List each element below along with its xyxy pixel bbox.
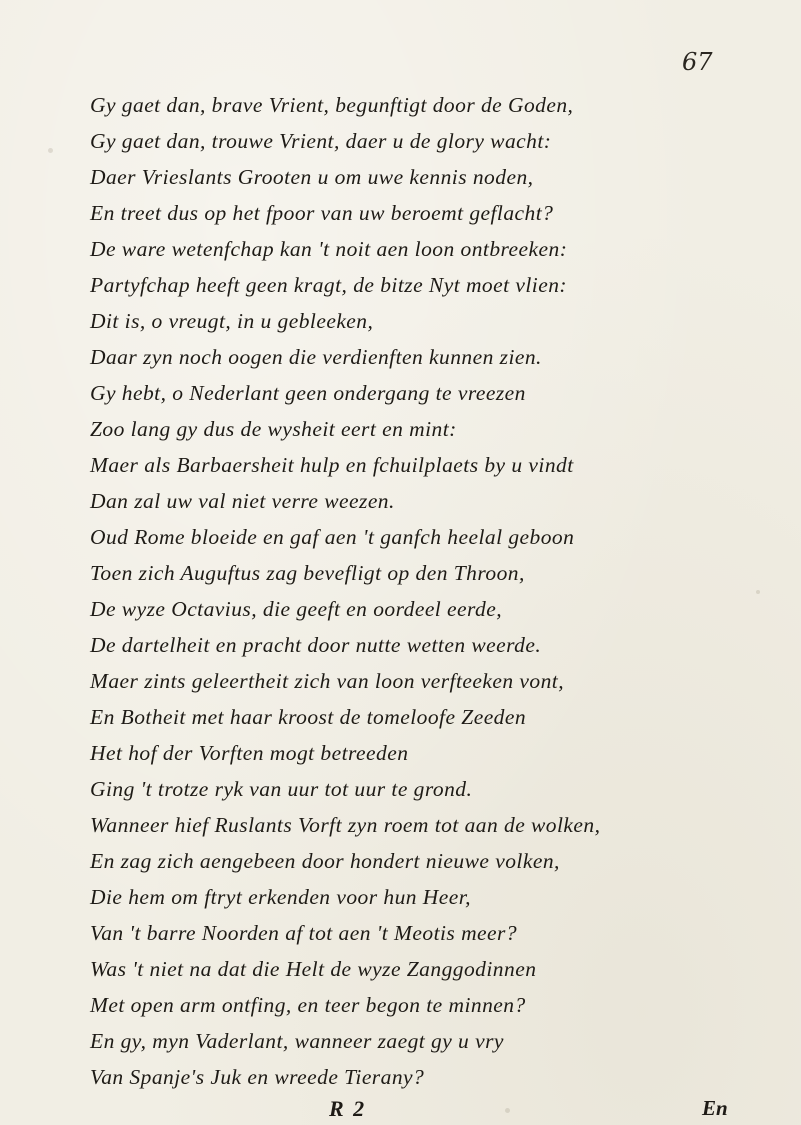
verse-line: Gy gaet dan, brave Vrient, begunftigt door de Goden, xyxy=(90,93,574,117)
ink-speck xyxy=(48,148,53,153)
verse-line: Van Spanje's Juk en wreede Tierany? xyxy=(90,1065,425,1089)
page-number: 67 xyxy=(682,48,713,76)
verse-line: Wanneer hief Ruslants Vorft zyn roem tot aan de wolken, xyxy=(90,813,601,837)
verse-line: Dan zal uw val niet verre weezen. xyxy=(90,489,395,513)
verse-line: Oud Rome bloeide en gaf aen 't ganfch heelal geboon xyxy=(90,525,575,549)
verse-line: Van 't barre Noorden af tot aen 't Meotis meer? xyxy=(90,921,518,945)
verse-line: Gy gaet dan, trouwe Vrient, daer u de glory wacht: xyxy=(90,129,552,153)
catchword: En xyxy=(702,1096,728,1120)
verse-line: De dartelheit en pracht door nutte wetten weerde. xyxy=(90,633,542,657)
verse-line: En Botheit met haar kroost de tomeloofe Zeeden xyxy=(90,705,527,729)
verse-line: Ging 't trotze ryk van uur tot uur te grond. xyxy=(90,777,473,801)
signature-mark: R 2 xyxy=(329,1096,367,1121)
verse-line: Dit is, o vreugt, in u gebleeken, xyxy=(90,309,374,333)
verse-line: Maer zints geleertheit zich van loon verfteeken vont, xyxy=(90,669,565,693)
ink-speck xyxy=(505,1108,510,1113)
verse-line: Die hem om ftryt erkenden voor hun Heer, xyxy=(90,885,472,909)
verse-line: Partyfchap heeft geen kragt, de bitze Nyt moet vlien: xyxy=(90,273,567,297)
verse-line: Daer Vrieslants Grooten u om uwe kennis noden, xyxy=(90,165,534,189)
verse-line: De ware wetenfchap kan 't noit aen loon ontbreeken: xyxy=(90,237,568,261)
verse-line: De wyze Octavius, die geeft en oordeel eerde, xyxy=(90,597,503,621)
verse-line: Gy hebt, o Nederlant geen ondergang te vreezen xyxy=(90,381,526,405)
verse-line: En gy, myn Vaderlant, wanneer zaegt gy u vry xyxy=(90,1029,504,1053)
verse-line: Zoo lang gy dus de wysheit eert en mint: xyxy=(90,417,457,441)
verse-line: En zag zich aengebeen door hondert nieuwe volken, xyxy=(90,849,560,873)
verse-line: Daar zyn noch oogen die verdienften kunnen zien. xyxy=(90,345,542,369)
verse-line: Was 't niet na dat die Helt de wyze Zanggodinnen xyxy=(90,957,537,981)
verse-line: En treet dus op het fpoor van uw beroemt geflacht? xyxy=(90,201,554,225)
verse-line: Met open arm ontfing, en teer begon te minnen? xyxy=(90,993,526,1017)
verse-line: Toen zich Auguftus zag bevefligt op den Throon, xyxy=(90,561,525,585)
verse-line: Het hof der Vorften mogt betreeden xyxy=(90,741,409,765)
ink-speck xyxy=(756,590,760,594)
verse-line: Maer als Barbaersheit hulp en fchuilplaets by u vindt xyxy=(90,453,574,477)
